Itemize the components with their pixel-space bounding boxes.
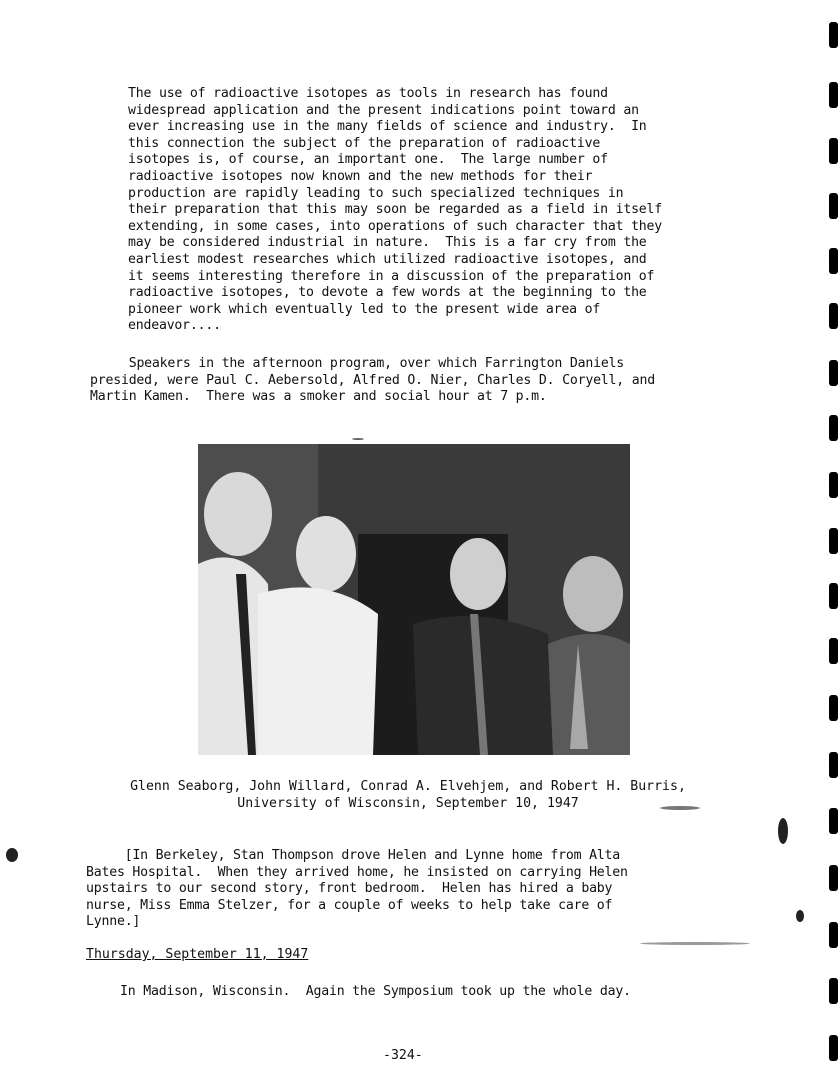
- binder-hole: [829, 922, 838, 948]
- binder-hole: [829, 865, 838, 891]
- binder-hole: [829, 808, 838, 834]
- berkeley-paragraph: [In Berkeley, Stan Thompson drove Helen and Lynne home from Alta Bates Hospital. When they arrived home, he insisted on carrying Helen upstairs to our second story, front bedroom. Helen has hired a baby nurse, Miss Emma Stelzer, for a couple of weeks to help take care of Lynne.]: [86, 848, 628, 930]
- scan-speck: [660, 806, 700, 810]
- photo-caption: Glenn Seaborg, John Willard, Conrad A. Elvehjem, and Robert H. Burris, University of Wisconsin, September 10, 1947: [130, 779, 686, 811]
- scan-speck: [6, 848, 18, 862]
- scan-speck: [778, 818, 788, 844]
- binder-hole: [829, 752, 838, 778]
- quote-paragraph: The use of radioactive isotopes as tools in research has found widespread application and the present indications point toward an ever increasing use in the many fields of science and industry. In this connection the subject of the preparation of radioactive isotopes is, of course, an important one. The large number of radioactive isotopes now known and the new methods for their production are rapidly leading to such specialized techniques in their preparation that this may soon be regarded as a field in itself extending, in some cases, into operations of such character that they may be considered industrial in nature. This is a far cry from the earliest modest researches which utilized radioactive isotopes, and it seems interesting therefore in a discussion of the preparation of radioactive isotopes, to devote a few words at the beginning to the pioneer work which eventually led to the present wide area of endeavor....: [128, 86, 663, 334]
- scan-speck: [640, 942, 750, 945]
- binder-hole: [829, 360, 838, 386]
- group-photo: [198, 444, 630, 755]
- page-number: -324-: [383, 1048, 423, 1063]
- scan-speck: [352, 438, 364, 440]
- binder-hole: [829, 472, 838, 498]
- madison-paragraph: In Madison, Wisconsin. Again the Symposium took up the whole day.: [120, 984, 631, 999]
- binder-hole: [829, 638, 838, 664]
- binder-hole: [829, 22, 838, 48]
- binder-hole: [829, 978, 838, 1004]
- binder-hole: [829, 193, 838, 219]
- date-heading: Thursday, September 11, 1947: [86, 947, 309, 962]
- scan-speck: [796, 910, 804, 922]
- binder-hole: [829, 138, 838, 164]
- binder-hole: [829, 248, 838, 274]
- binder-hole: [829, 303, 838, 329]
- binder-hole: [829, 695, 838, 721]
- binder-hole: [829, 415, 838, 441]
- binder-hole: [829, 82, 838, 108]
- speakers-paragraph: Speakers in the afternoon program, over which Farrington Daniels presided, were Paul C. Aebersold, Alfred O. Nier, Charles D. Coryell, and Martin Kamen. There was a smoker and social hour at 7 p.m.: [90, 356, 655, 405]
- binder-hole: [829, 583, 838, 609]
- binder-hole: [829, 528, 838, 554]
- binder-hole: [829, 1035, 838, 1061]
